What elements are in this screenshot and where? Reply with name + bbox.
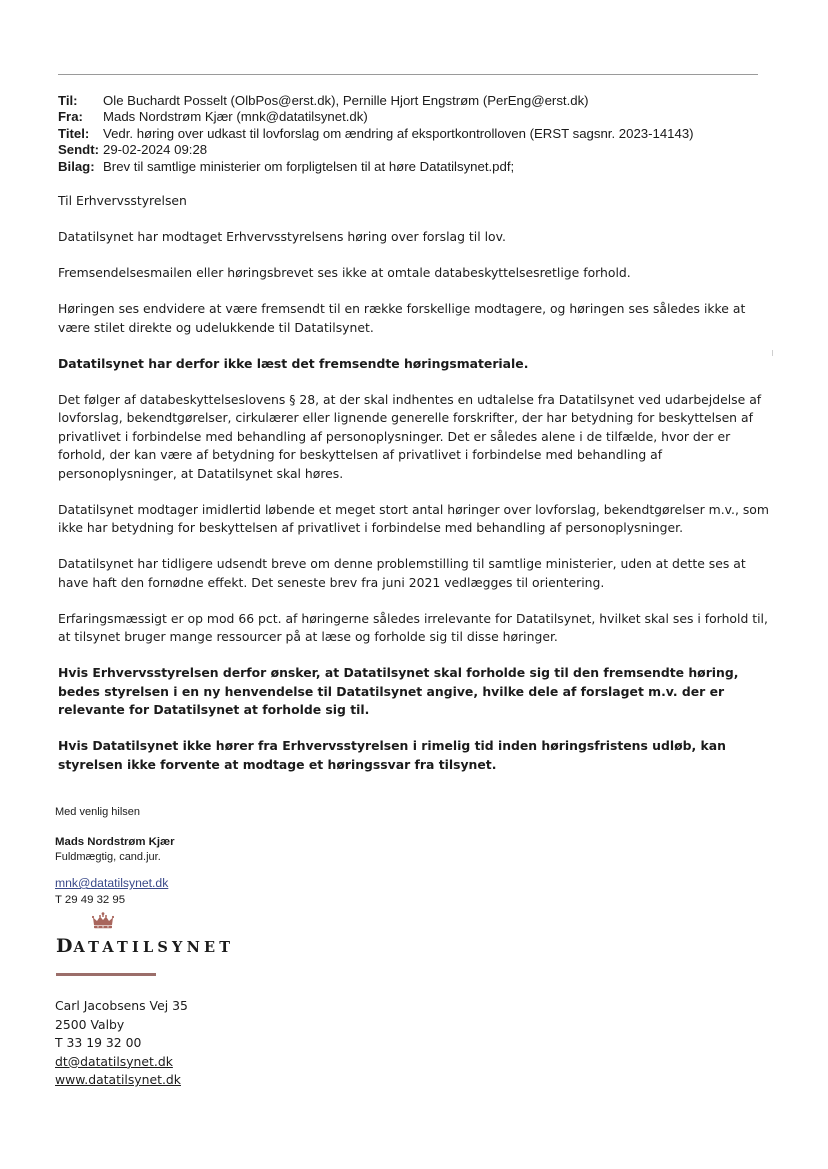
from-value: Mads Nordstrøm Kjær (mnk@datatilsynet.dk) xyxy=(103,109,368,125)
to-label: Til: xyxy=(58,93,78,108)
address-phone: T 33 19 32 00 xyxy=(55,1035,142,1051)
signature-block xyxy=(55,805,355,908)
logo-divider xyxy=(56,973,156,976)
sent-value: 29-02-2024 09:28 xyxy=(103,142,208,158)
address-web-link[interactable]: www.datatilsynet.dk xyxy=(55,1072,181,1088)
salutation: Til Erhvervsstyrelsen xyxy=(58,193,187,208)
sender-title: Fuldmægtig, cand.jur. xyxy=(55,851,161,863)
subject-label: Titel: xyxy=(58,125,90,141)
sent-label: Sendt: xyxy=(58,142,100,158)
logo-initial: D xyxy=(56,935,74,957)
from-row xyxy=(58,109,778,125)
crown-icon xyxy=(92,912,114,930)
email-header xyxy=(58,93,778,175)
to-row xyxy=(58,93,778,109)
letter-body xyxy=(58,192,770,792)
body-paragraph: Høringen ses endvidere at være fremsendt til en række forskellige modtagere, og høringen ses således ikke at være stilet direkte og udelukkende til Datatilsynet. xyxy=(58,301,746,335)
address-block xyxy=(55,997,315,1090)
body-paragraph-bold: Hvis Datatilsynet ikke hører fra Erhvervsstyrelsen i rimelig tid inden høringsfristens udløb, kan styrelsen ikke forvente at modtage et høringssvar fra tilsynet. xyxy=(58,738,726,772)
subject-row xyxy=(58,126,778,142)
attachment-value: Brev til samtlige ministerier om forpligtelsen til at høre Datatilsynet.pdf; xyxy=(103,158,515,174)
body-paragraph: Datatilsynet har modtaget Erhvervsstyrelsens høring over forslag til lov. xyxy=(58,229,506,244)
body-paragraph: Det følger af databeskyttelseslovens § 28, at der skal indhentes en udtalelse fra Datatilsynet ved udarbejdelse af lovforslag, bekendtgørelser, cirkulærer eller lignende generelle forskrifter, der har betydning for beskyttelsen af privatlivet i forbindelse med behandling af personoplysninger. Det er således alene i de tilfælde, hvor der er forhold, der kan være af betydning for beskyttelsen af privatlivet i forbindelse med behandling af personoplysninger, at Datatilsynet skal høres. xyxy=(58,391,762,481)
header-divider xyxy=(58,74,758,75)
body-paragraph: Datatilsynet har tidligere udsendt breve om denne problemstilling til samtlige ministerier, uden at dette ses at have haft den fornødne effekt. Det seneste brev fra juni 2021 vedlægges til orientering. xyxy=(58,556,746,590)
body-paragraph-bold: Hvis Erhvervsstyrelsen derfor ønsker, at Datatilsynet skal forholde sig til den fremsendte høring, bedes styrelsen i en ny henvendelse til Datatilsynet angive, hvilke dele af forslaget m.v. der er relevante for Datatilsynet at forholde sig til. xyxy=(58,665,739,717)
logo-wordmark: ATATILSYNET xyxy=(73,939,235,956)
address-street: Carl Jacobsens Vej 35 xyxy=(55,998,188,1013)
address-email-link[interactable]: dt@datatilsynet.dk xyxy=(55,1053,173,1069)
body-paragraph: Fremsendelsesmailen eller høringsbrevet ses ikke at omtale databeskyttelsesretlige forhold. xyxy=(58,265,631,280)
closing: Med venlig hilsen xyxy=(55,806,140,818)
address-city: 2500 Valby xyxy=(55,1016,125,1032)
subject-value: Vedr. høring over udkast til lovforslag om ændring af eksportkontrolloven (ERST sagsnr. 2023-14143) xyxy=(103,125,694,141)
to-value: Ole Buchardt Posselt (OlbPos@erst.dk), Pernille Hjort Engstrøm (PerEng@erst.dk) xyxy=(103,93,589,108)
sent-row xyxy=(58,142,778,158)
scan-mark xyxy=(772,350,773,356)
attachment-row xyxy=(58,159,778,175)
attachment-label: Bilag: xyxy=(58,158,95,174)
sender-email-link[interactable]: mnk@datatilsynet.dk xyxy=(55,876,169,890)
body-paragraph: Datatilsynet modtager imidlertid løbende et meget stort antal høringer over lovforslag, bekendtgørelser m.v., som ikke har betydning for beskyttelsen af privatlivet i forbindelse med behandling af personoplysninger. xyxy=(58,501,769,535)
from-label: Fra: xyxy=(58,109,83,125)
sender-phone: T 29 49 32 95 xyxy=(55,894,126,906)
datatilsynet-logo xyxy=(56,935,234,957)
sender-name: Mads Nordstrøm Kjær xyxy=(55,836,175,848)
body-paragraph: Erfaringsmæssigt er op mod 66 pct. af høringerne således irrelevante for Datatilsynet, hvilket skal ses i forhold til, at tilsynet bruger mange ressourcer på at læse og forholde sig til disse høringer. xyxy=(58,610,768,644)
body-paragraph-bold: Datatilsynet har derfor ikke læst det fremsendte høringsmateriale. xyxy=(58,355,529,371)
